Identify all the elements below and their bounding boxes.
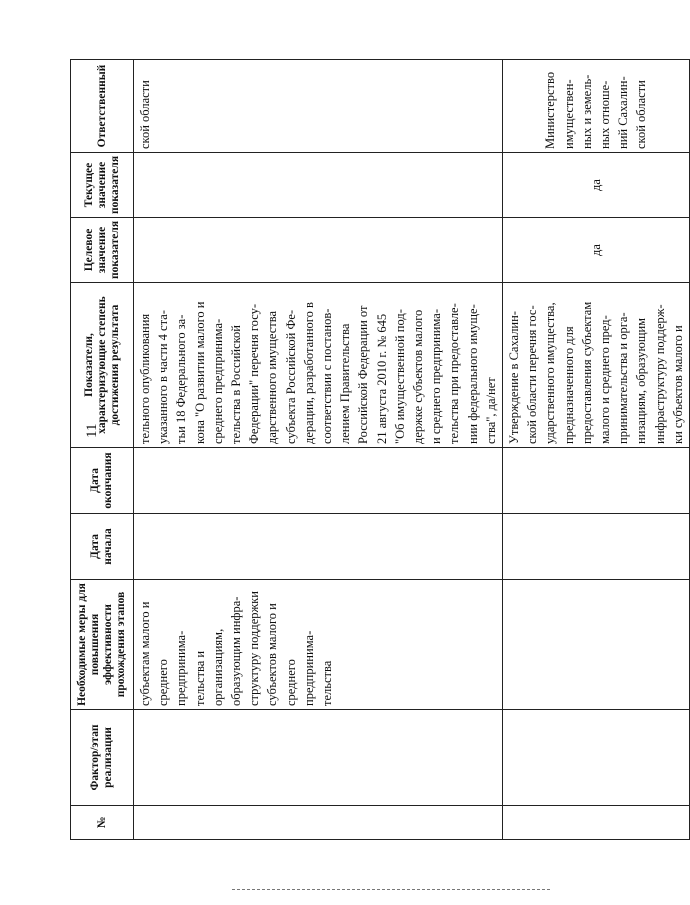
table-header-row (71, 60, 134, 840)
cell-num (134, 806, 503, 840)
rotated-table-container (70, 60, 685, 840)
cell-measures (503, 580, 690, 710)
header-indicator: Показатели, характеризующие степень достижения результата (71, 283, 134, 448)
cell-factor (503, 710, 690, 806)
cell-measures: субъектам малого и среднего предпринима- тельства и организациям, образующим инфра- структуру поддержки субъектов малого и среднего предпринима- тельства (134, 580, 503, 710)
table-row (503, 60, 690, 840)
table-row (134, 60, 503, 840)
header-start-date: Дата начала (71, 514, 134, 580)
cell-start-date (134, 514, 503, 580)
page-number: 11 (84, 423, 100, 438)
cell-end-date (503, 448, 690, 514)
measures-table (70, 59, 690, 840)
header-target-value: Целевое значение показателя (71, 218, 134, 283)
cell-target-value (134, 218, 503, 283)
cell-responsible: Министерство имуществен- ных и земель- ных отноше- ний Сахалин- ской области (503, 60, 690, 153)
cell-indicator: Утверждение в Сахалин- ской области перечня гос- ударственного имущества, предназначенного для предоставления субъектам малого и среднего пред- принимательства и орга- низациям, образующим инфраструктуру поддерж- ки субъектов малого и (503, 283, 690, 448)
cell-end-date (134, 448, 503, 514)
header-end-date: Дата окончания (71, 448, 134, 514)
cell-factor (134, 710, 503, 806)
header-measures: Необходимые меры для повышения эффективности прохождения этапов (71, 580, 134, 710)
cell-responsible: ской области (134, 60, 503, 153)
cell-current-value (134, 153, 503, 218)
header-current-value: Текущее значение показателя (71, 153, 134, 218)
cell-indicator: тельного опубликования указанного в части 4 ста- тьи 18 Федерального за- кона "О развитии малого и среднего предпринима- тельства в Российской Федерации" перечня госу- дарственного имущества субъекта Российской Фе- дерации, разработанного в соответствии с постанов- лением Правительства Российской Федерации от 21 августа 2010 г. № 645 "Об имущественной под- держке субъектов малого и среднего предпринима- тельства при предоставле- нии федерального имуще- ства", да/нет (134, 283, 503, 448)
cell-start-date (503, 514, 690, 580)
cell-current-value: да (503, 153, 690, 218)
header-responsible: Ответственный (71, 60, 134, 153)
scan-artifact-line (232, 889, 550, 890)
header-factor: Фактор/этап реализации (71, 710, 134, 806)
cell-target-value: да (503, 218, 690, 283)
cell-num (503, 806, 690, 840)
header-num: № (71, 806, 134, 840)
